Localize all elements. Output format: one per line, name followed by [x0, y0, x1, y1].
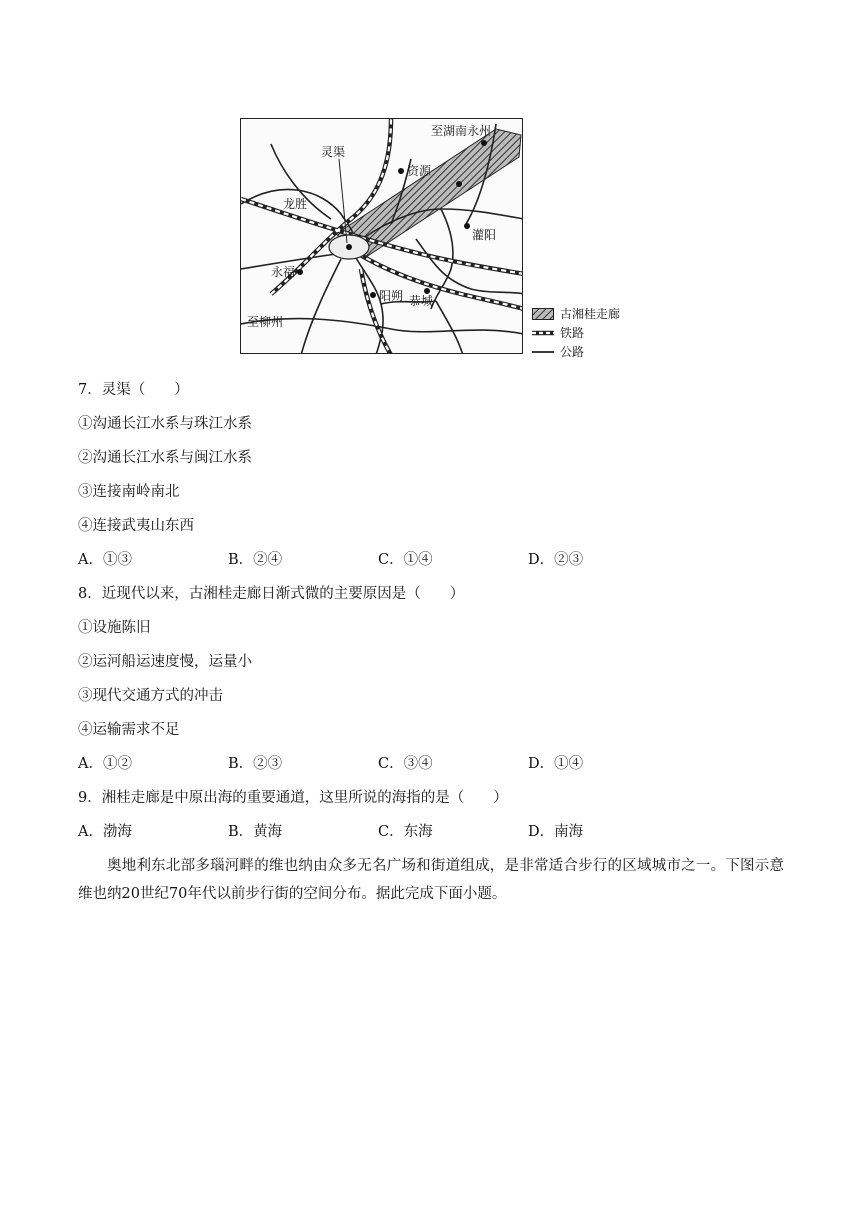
q7-option-b[interactable]: B．②④ [228, 552, 283, 568]
place-longsheng: 龙胜 [283, 197, 308, 211]
q7-item-2: ②沟通长江水系与闽江水系 [78, 450, 252, 466]
q7-item-1: ①沟通长江水系与珠江水系 [78, 416, 252, 432]
legend-railway-label: 铁路 [560, 326, 585, 340]
place-lingqu: 灵渠 [321, 145, 346, 159]
q7-item-3: ③连接南岭南北 [78, 484, 180, 500]
q8-option-c[interactable]: C．③④ [378, 756, 433, 772]
q8-item-1: ①设施陈旧 [78, 620, 151, 636]
q7-option-d[interactable]: D．②③ [528, 552, 584, 568]
q8-item-4: ④运输需求不足 [78, 722, 180, 738]
q8-stem: 8．近现代以来，古湘桂走廊日渐式微的主要原因是（ ） [78, 586, 465, 602]
corridor-swatch [532, 308, 554, 320]
q9-option-a[interactable]: A．渤海 [78, 824, 132, 840]
map-frame [240, 118, 523, 354]
place-gongcheng: 恭城 [409, 294, 434, 308]
q7-option-c[interactable]: C．①④ [378, 552, 433, 568]
place-guanyang: 灌阳 [472, 228, 497, 242]
q7-item-4: ④连接武夷山东西 [78, 518, 194, 534]
q9-option-d[interactable]: D．南海 [528, 824, 584, 840]
q9-option-b[interactable]: B．黄海 [228, 824, 283, 840]
place-ziyuan: 资源 [407, 164, 432, 178]
place-yongfu: 永福 [271, 265, 296, 279]
q8-item-3: ③现代交通方式的冲击 [78, 688, 223, 704]
q8-option-d[interactable]: D．①④ [528, 756, 584, 772]
map-legend [532, 304, 632, 361]
q8-option-a[interactable]: A．①② [78, 756, 132, 772]
highway-swatch [532, 346, 554, 358]
place-yangshuo: 阳朔 [379, 289, 404, 303]
intro-paragraph: 奥地利东北部多瑙河畔的维也纳由众多无名广场和街道组成，是非常适合步行的区域城市之一。下图示意维也纳20世纪70年代以前步行街的空间分布。据此完成下面小题。 [78, 858, 784, 902]
railway-swatch [532, 327, 554, 339]
q7-stem: 7．灵渠（ ） [78, 382, 189, 398]
q9-option-c[interactable]: C．东海 [378, 824, 433, 840]
place-liuzhou: 至柳州 [247, 315, 284, 329]
q8-item-2: ②运河船运速度慢，运量小 [78, 654, 252, 670]
q7-option-a[interactable]: A．①③ [78, 552, 132, 568]
map-figure [240, 118, 630, 364]
q9-stem: 9．湘桂走廊是中原出海的重要通道，这里所说的海指的是（ ） [78, 790, 508, 806]
legend-railway [532, 323, 632, 342]
q8-option-b[interactable]: B．②③ [228, 756, 283, 772]
legend-highway-label: 公路 [560, 345, 585, 359]
place-yongzhou: 至湖南永州 [431, 124, 492, 138]
legend-corridor-label: 古湘桂走廊 [560, 307, 621, 321]
legend-corridor [532, 304, 632, 323]
legend-highway [532, 342, 632, 361]
